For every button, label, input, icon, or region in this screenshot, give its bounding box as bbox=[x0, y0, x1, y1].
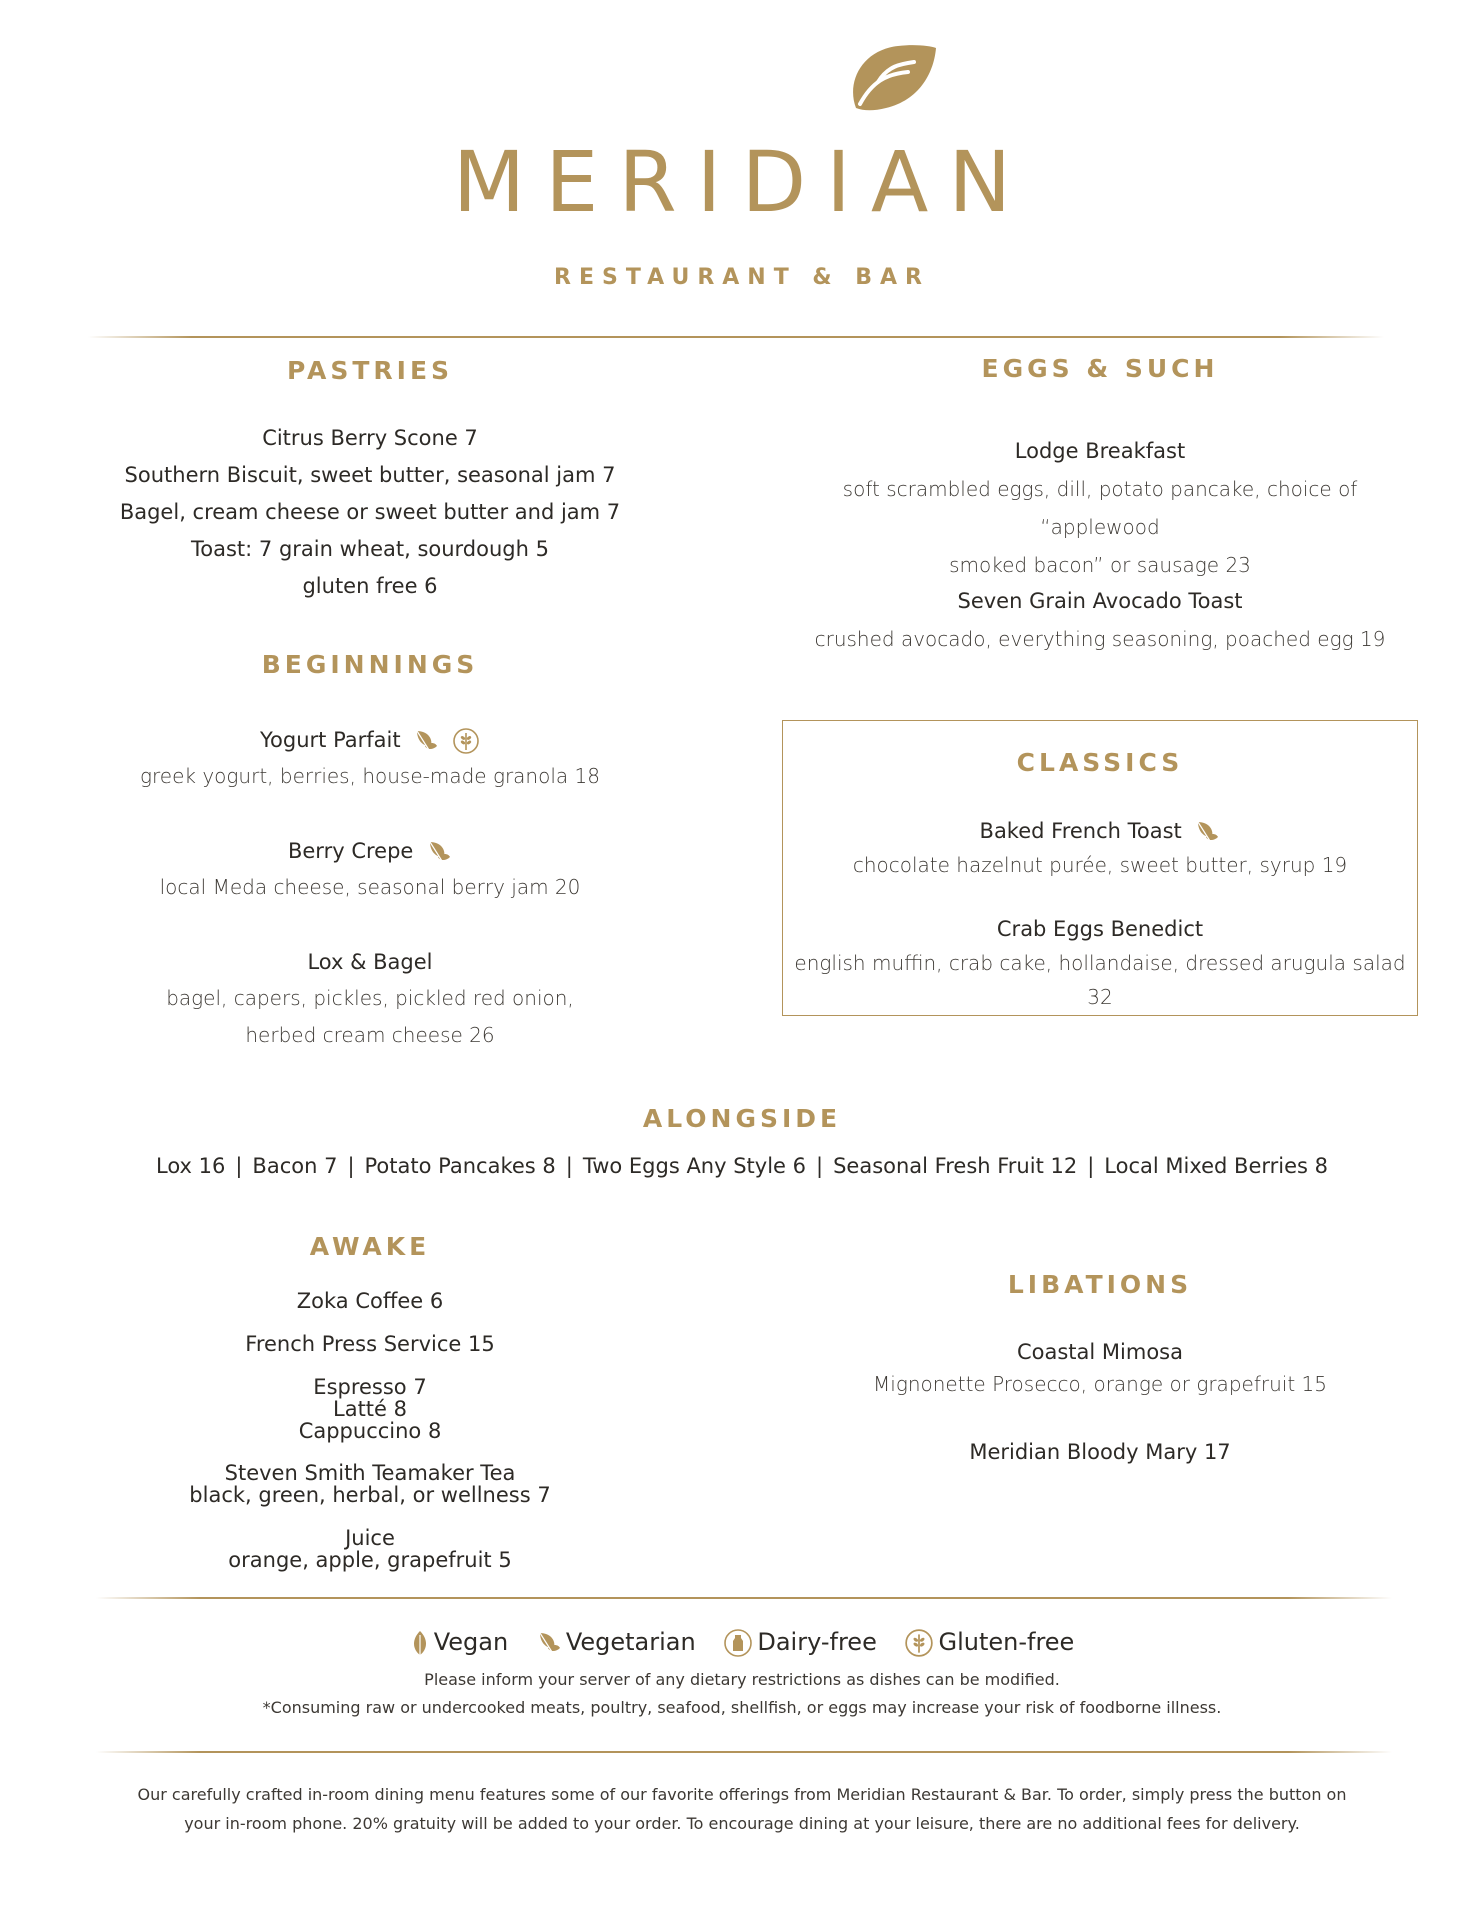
menu-item-berry-crepe bbox=[110, 833, 630, 906]
vegan-icon bbox=[410, 1629, 430, 1657]
separator: | bbox=[235, 1154, 243, 1178]
item-name: Coastal Mimosa bbox=[1016, 1340, 1183, 1364]
item-name: Yogurt Parfait bbox=[260, 728, 401, 752]
list-item: Espresso 7 bbox=[313, 1375, 427, 1399]
vegetarian-icon bbox=[536, 1630, 562, 1656]
item-name: Baked French Toast bbox=[979, 819, 1182, 843]
pastries-title: PASTRIES bbox=[286, 356, 454, 385]
separator: | bbox=[347, 1154, 355, 1178]
eggs-title: EGGS & SUCH bbox=[981, 354, 1219, 383]
menu-item-coastal-mimosa bbox=[782, 1336, 1418, 1400]
list-item: Potato Pancakes 8 bbox=[364, 1154, 556, 1178]
legend-label: Dairy-free bbox=[757, 1628, 877, 1656]
item-description: greek yogurt, berries, house-made granola 18 bbox=[140, 764, 600, 788]
legend-vegan bbox=[410, 1628, 508, 1657]
item-description: soft scrambled eggs, dill, potato pancake, choice of “applewood bbox=[842, 477, 1358, 539]
item-description: crushed avocado, everything seasoning, poached egg 19 bbox=[814, 627, 1386, 651]
vegetarian-icon bbox=[413, 728, 439, 754]
dairy-free-icon bbox=[723, 1628, 753, 1658]
legend-label: Vegetarian bbox=[565, 1628, 696, 1656]
menu-item-avocado-toast bbox=[782, 582, 1418, 658]
item-description: Mignonette Prosecco, orange or grapefruit 15 bbox=[873, 1372, 1327, 1396]
foodborne-warning: *Consuming raw or undercooked meats, poultry, seafood, shellfish, or eggs may increase your risk of foodborne illness. bbox=[262, 1698, 1222, 1717]
menu-item-bloody-mary: Meridian Bloody Mary 17 bbox=[969, 1440, 1231, 1464]
brand-title: MERIDIAN bbox=[452, 133, 1032, 231]
item-description: chocolate hazelnut purée, sweet butter, syrup 19 bbox=[852, 853, 1348, 877]
item-name: Crab Eggs Benedict bbox=[996, 917, 1204, 941]
beginnings-title: BEGINNINGS bbox=[261, 650, 479, 679]
legend-dairy-free bbox=[723, 1628, 876, 1658]
list-item: Local Mixed Berries 8 bbox=[1104, 1154, 1329, 1178]
separator: | bbox=[1087, 1154, 1095, 1178]
list-item: Citrus Berry Scone 7 bbox=[262, 426, 478, 450]
top-divider bbox=[88, 336, 1384, 338]
item-name: Berry Crepe bbox=[287, 839, 414, 863]
list-item: black, green, herbal, or wellness 7 bbox=[189, 1483, 551, 1507]
item-description: smoked bacon” or sausage 23 bbox=[949, 553, 1251, 577]
legend-label: Gluten-free bbox=[938, 1628, 1075, 1656]
list-item: Cappuccino 8 bbox=[298, 1419, 442, 1443]
list-item: Zoka Coffee 6 bbox=[296, 1289, 444, 1313]
list-item: gluten free 6 bbox=[302, 574, 438, 598]
item-name: Seven Grain Avocado Toast bbox=[957, 589, 1243, 613]
item-name: Lodge Breakfast bbox=[1014, 439, 1186, 463]
menu-item-lox-bagel bbox=[110, 944, 630, 1054]
legend-label: Vegan bbox=[433, 1628, 509, 1656]
list-item: Juice bbox=[345, 1526, 395, 1550]
brand-subtitle: RESTAURANT & BAR bbox=[554, 265, 930, 290]
list-item: Latté 8 bbox=[333, 1397, 407, 1421]
item-description: bagel, capers, pickles, pickled red onion, bbox=[166, 986, 574, 1010]
list-item: French Press Service 15 bbox=[245, 1332, 495, 1356]
list-item: Bacon 7 bbox=[252, 1154, 338, 1178]
separator: | bbox=[565, 1154, 573, 1178]
libations-title: LIBATIONS bbox=[1007, 1270, 1193, 1299]
menu-item-crab-eggs-benedict bbox=[782, 912, 1418, 1014]
footer-divider bbox=[96, 1751, 1392, 1753]
menu-item-yogurt-parfait bbox=[110, 722, 630, 795]
alongside-list bbox=[0, 1154, 1484, 1178]
list-item: orange, apple, grapefruit 5 bbox=[228, 1548, 512, 1572]
vegetarian-icon bbox=[426, 839, 452, 865]
dietary-legend bbox=[0, 1628, 1484, 1658]
gluten-free-icon bbox=[452, 727, 480, 755]
menu-item-lodge-breakfast bbox=[782, 432, 1418, 584]
footer-text bbox=[100, 1780, 1384, 1838]
footer-line: your in-room phone. 20% gratuity will be added to your order. To encourage dining at your leisure, there are no additional fees for delivery. bbox=[184, 1814, 1300, 1833]
list-item: Lox 16 bbox=[155, 1154, 226, 1178]
classics-title: CLASSICS bbox=[1016, 748, 1184, 777]
item-description: herbed cream cheese 26 bbox=[245, 1023, 495, 1047]
vegetarian-icon bbox=[1194, 819, 1220, 845]
pastries-list bbox=[110, 420, 630, 605]
item-description: local Meda cheese, seasonal berry jam 20 bbox=[159, 875, 581, 899]
list-item: Toast: 7 grain wheat, sourdough 5 bbox=[191, 537, 549, 561]
leaf-logo-icon bbox=[842, 42, 938, 114]
awake-title: AWAKE bbox=[309, 1232, 431, 1261]
list-item: Two Eggs Any Style 6 bbox=[582, 1154, 806, 1178]
legend-vegetarian bbox=[536, 1628, 696, 1656]
footer-line: Our carefully crafted in-room dining menu features some of our favorite offerings from Meridian Restaurant & Bar. To order, simply press the button on bbox=[137, 1785, 1347, 1804]
alongside-title: ALONGSIDE bbox=[642, 1104, 842, 1133]
menu-item-baked-french-toast bbox=[782, 814, 1418, 882]
legend-divider bbox=[96, 1597, 1392, 1599]
item-description: english muffin, crab cake, hollandaise, dressed arugula salad 32 bbox=[794, 951, 1406, 1009]
gluten-free-icon bbox=[904, 1628, 934, 1658]
separator: | bbox=[816, 1154, 824, 1178]
legend-gluten-free bbox=[904, 1628, 1074, 1658]
dietary-note: Please inform your server of any dietary restrictions as dishes can be modified. bbox=[424, 1670, 1060, 1689]
list-item: Steven Smith Teamaker Tea bbox=[224, 1461, 516, 1485]
list-item: Seasonal Fresh Fruit 12 bbox=[833, 1154, 1078, 1178]
list-item: Southern Biscuit, sweet butter, seasonal jam 7 bbox=[124, 463, 616, 487]
list-item: Bagel, cream cheese or sweet butter and jam 7 bbox=[119, 500, 621, 524]
item-name: Lox & Bagel bbox=[307, 950, 433, 974]
